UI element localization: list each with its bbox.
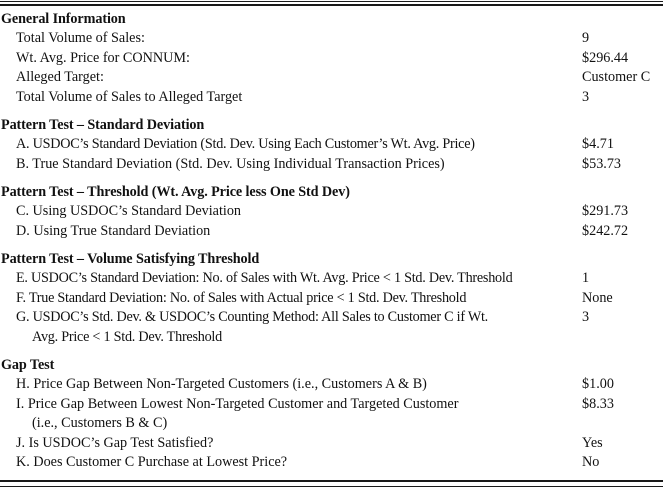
section-title: General Information	[1, 11, 126, 27]
row-label: Alleged Target:	[16, 69, 104, 85]
row-value: $8.33	[582, 395, 614, 412]
table-row	[0, 29, 663, 49]
row-label: Total Volume of Sales to Alleged Target	[16, 88, 243, 105]
row-label: E. USDOC’s Standard Deviation: No. of Sales with Wt. Avg. Price < 1 Std. Dev. Threshold	[16, 270, 513, 286]
table-row	[0, 68, 663, 88]
row-value: 9	[582, 30, 590, 46]
row-label: D. Using True Standard Deviation	[16, 222, 211, 239]
section-title: Gap Test	[1, 357, 55, 373]
bottom-rule-thick	[0, 480, 663, 482]
row-label: K. Does Customer C Purchase at Lowest Price?	[16, 454, 288, 470]
table-row	[0, 155, 663, 175]
section-pattern-test-standard-deviation	[0, 115, 663, 174]
table-row	[0, 222, 663, 242]
table-row	[0, 453, 663, 473]
table-row	[0, 202, 663, 222]
row-value: No	[582, 454, 600, 470]
table-row	[0, 434, 663, 454]
row-value: $4.71	[582, 136, 614, 152]
section-pattern-test-volume	[0, 249, 663, 347]
row-label: A. USDOC’s Standard Deviation (Std. Dev. Using Each Customer’s Wt. Avg. Price)	[16, 136, 475, 152]
row-label: C. Using USDOC’s Standard Deviation	[16, 203, 242, 219]
row-label	[0, 308, 566, 347]
table-row	[0, 49, 663, 69]
top-rule-thick	[0, 4, 663, 6]
row-label-line1: G. USDOC’s Std. Dev. & USDOC’s Counting Method: All Sales to Customer C if Wt.	[16, 309, 488, 325]
data-table	[0, 9, 663, 481]
row-value: None	[582, 289, 613, 306]
table-row	[0, 269, 663, 289]
section-gap-test	[0, 355, 663, 473]
row-value: 3	[582, 309, 590, 325]
row-value: $242.72	[582, 222, 629, 239]
table-row	[0, 395, 663, 434]
row-label	[0, 395, 566, 434]
table-row	[0, 289, 663, 309]
section-title: Pattern Test – Standard Deviation	[1, 117, 205, 133]
row-label: F. True Standard Deviation: No. of Sales with Actual price < 1 Std. Dev. Threshold	[16, 289, 467, 306]
table-row	[0, 135, 663, 155]
section-title: Pattern Test – Threshold (Wt. Avg. Price less One Std Dev)	[1, 184, 350, 200]
row-value: $291.73	[582, 203, 629, 219]
row-label-line1: I. Price Gap Between Lowest Non-Targeted Customer and Targeted Customer	[16, 395, 459, 412]
row-value: Customer C	[582, 69, 651, 85]
table-row	[0, 308, 663, 347]
row-value: $296.44	[582, 49, 629, 66]
section-general-information	[0, 9, 663, 107]
row-label: Wt. Avg. Price for CONNUM:	[16, 49, 190, 66]
row-value: 1	[582, 270, 590, 286]
row-label-line2: (i.e., Customers B & C)	[32, 415, 168, 431]
section-pattern-test-threshold	[0, 182, 663, 241]
top-rule-thin	[0, 1, 663, 2]
row-label: B. True Standard Deviation (Std. Dev. Using Individual Transaction Prices)	[16, 155, 445, 172]
row-label: Total Volume of Sales:	[16, 30, 145, 46]
table-row	[0, 375, 663, 395]
row-label: H. Price Gap Between Non-Targeted Customers (i.e., Customers A & B)	[16, 376, 427, 392]
row-label-line2: Avg. Price < 1 Std. Dev. Threshold	[32, 328, 222, 345]
row-label: J. Is USDOC’s Gap Test Satisfied?	[16, 434, 214, 451]
section-title: Pattern Test – Volume Satisfying Threshold	[1, 251, 260, 267]
row-value: $1.00	[582, 376, 614, 392]
row-value: Yes	[582, 434, 603, 451]
row-value: $53.73	[582, 155, 622, 172]
table-row	[0, 88, 663, 108]
bottom-rule-thin	[0, 486, 663, 487]
row-value: 3	[582, 88, 590, 105]
